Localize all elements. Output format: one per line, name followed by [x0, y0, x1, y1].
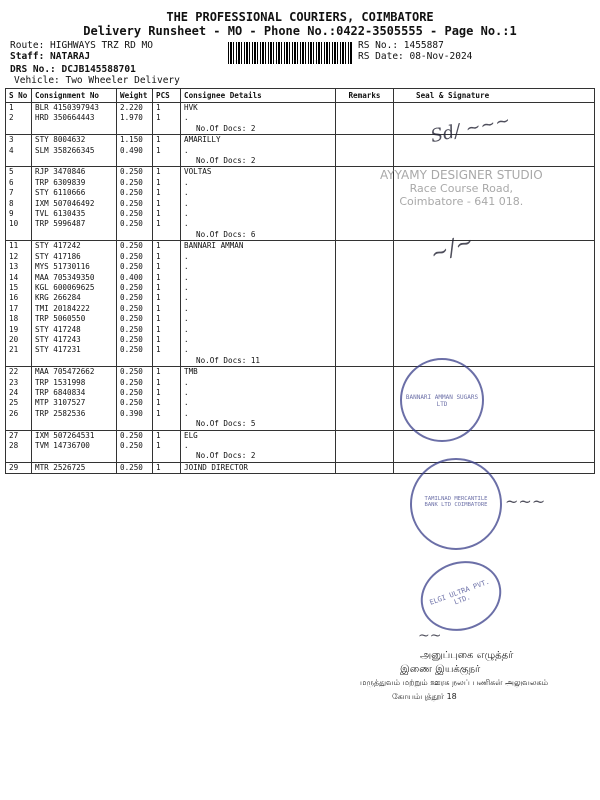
remarks-cell [336, 283, 394, 293]
consignee-details: No.Of Docs: 5 [181, 419, 336, 430]
weight [117, 156, 153, 167]
table-row [6, 209, 595, 219]
serial-number: 16 [6, 293, 32, 303]
serial-number: 8 [6, 199, 32, 209]
table-row [6, 252, 595, 262]
consignee-details: . [181, 409, 336, 419]
remarks-cell [336, 135, 394, 146]
pieces: 1 [153, 409, 181, 419]
remarks-cell [336, 345, 394, 355]
seal-cell [394, 451, 595, 462]
signature-voltas: ~/~ [427, 229, 478, 268]
consignee-details: . [181, 273, 336, 283]
consignment-number: KRG 266284 [32, 293, 117, 303]
consignment-number: MTP 3107527 [32, 398, 117, 408]
table-row [6, 388, 595, 398]
remarks-cell [336, 409, 394, 419]
table-row [6, 335, 595, 345]
seal-cell [394, 241, 595, 252]
pieces: 1 [153, 430, 181, 441]
consignee-details: . [181, 398, 336, 408]
weight: 0.250 [117, 209, 153, 219]
table-row [6, 325, 595, 335]
pieces: 1 [153, 113, 181, 123]
remarks-cell [336, 103, 394, 114]
table-row [6, 273, 595, 283]
consignee-details: . [181, 325, 336, 335]
pieces [153, 156, 181, 167]
weight: 2.220 [117, 103, 153, 114]
company-name: THE PROFESSIONAL COURIERS, COIMBATORE [166, 10, 434, 24]
table-row [6, 367, 595, 378]
col-consignment: Consignment No [32, 89, 117, 103]
seal-cell [394, 219, 595, 229]
bannari-seal [400, 358, 484, 442]
table-row [6, 262, 595, 272]
table-row [6, 156, 595, 167]
seal-cell [394, 283, 595, 293]
consignee-details: No.Of Docs: 2 [181, 451, 336, 462]
weight: 0.250 [117, 345, 153, 355]
consignee-details: VOLTAS [181, 167, 336, 178]
elgi-seal-text: ELGI ULTRA PVT. LTD. [428, 577, 491, 607]
remarks-cell [336, 219, 394, 229]
weight [117, 419, 153, 430]
pieces: 1 [153, 273, 181, 283]
weight: 0.250 [117, 283, 153, 293]
consignee-details [181, 473, 336, 474]
tamil-line3: மருத்துவம் மற்றும் ஊரக நலப் பணிகள் அலுவலகம் [360, 678, 549, 687]
table-row [6, 356, 595, 367]
weight: 0.400 [117, 273, 153, 283]
table-row [6, 419, 595, 430]
serial-number: 1 [6, 103, 32, 114]
table-row [6, 230, 595, 241]
table-row [6, 293, 595, 303]
weight: 0.250 [117, 178, 153, 188]
serial-number [6, 451, 32, 462]
table-row [6, 345, 595, 355]
seal-cell [394, 146, 595, 156]
seal-cell [394, 262, 595, 272]
weight: 0.250 [117, 262, 153, 272]
serial-number: 2 [6, 113, 32, 123]
consignment-number: STY 8004632 [32, 135, 117, 146]
route: Route: HIGHWAYS TRZ RD MO [10, 40, 153, 51]
weight: 0.250 [117, 167, 153, 178]
consignment-number: STY 6110666 [32, 188, 117, 198]
consignment-number: STY 417248 [32, 325, 117, 335]
table-row [6, 135, 595, 146]
consignee-details: . [181, 199, 336, 209]
pieces: 1 [153, 262, 181, 272]
vehicle: Vehicle: Two Wheeler Delivery [14, 75, 180, 86]
remarks-cell [336, 252, 394, 262]
consignment-number: SLM 358266345 [32, 146, 117, 156]
remarks-cell [336, 209, 394, 219]
pieces [153, 124, 181, 135]
seal-cell [394, 345, 595, 355]
remarks-cell [336, 473, 394, 474]
remarks-cell [336, 146, 394, 156]
staff: Staff: NATARAJ [10, 51, 91, 62]
seal-cell [394, 325, 595, 335]
consignee-details: No.Of Docs: 2 [181, 124, 336, 135]
pieces: 1 [153, 178, 181, 188]
consignment-number: KGL 600069625 [32, 283, 117, 293]
consignee-details: . [181, 345, 336, 355]
weight [117, 356, 153, 367]
pieces [153, 419, 181, 430]
runsheet-table [5, 88, 595, 474]
col-sno: S No [6, 89, 32, 103]
consignee-details: . [181, 304, 336, 314]
col-remarks: Remarks [336, 89, 394, 103]
weight: 0.250 [117, 378, 153, 388]
remarks-cell [336, 124, 394, 135]
table-row [6, 378, 595, 388]
table-row [6, 314, 595, 324]
consignee-details: . [181, 378, 336, 388]
pieces: 1 [153, 188, 181, 198]
rs-date: RS Date: 08-Nov-2024 [358, 51, 473, 62]
designer-stamp [380, 168, 543, 208]
consignment-number: STY 417231 [32, 345, 117, 355]
remarks-cell [336, 293, 394, 303]
pieces: 1 [153, 146, 181, 156]
seal-cell [394, 441, 595, 451]
remarks-cell [336, 273, 394, 283]
pieces: 1 [153, 209, 181, 219]
pieces: 1 [153, 335, 181, 345]
weight [117, 230, 153, 241]
consignment-number: TRP 6840834 [32, 388, 117, 398]
serial-number: 3 [6, 135, 32, 146]
pieces: 1 [153, 199, 181, 209]
pieces: 1 [153, 283, 181, 293]
pieces [153, 356, 181, 367]
serial-number: 26 [6, 409, 32, 419]
table-row [6, 283, 595, 293]
table-row [6, 409, 595, 419]
weight: 0.250 [117, 304, 153, 314]
remarks-cell [336, 304, 394, 314]
weight: 0.250 [117, 367, 153, 378]
consignment-number [32, 230, 117, 241]
remarks-cell [336, 314, 394, 324]
remarks-cell [336, 451, 394, 462]
col-weight: Weight [117, 89, 153, 103]
serial-number: 20 [6, 335, 32, 345]
weight [117, 124, 153, 135]
consignment-number: STY 417243 [32, 335, 117, 345]
consignment-number: HRD 350664443 [32, 113, 117, 123]
tamil-line2: இணை இயக்குநர் [400, 664, 481, 675]
pieces: 1 [153, 241, 181, 252]
consignment-number [32, 356, 117, 367]
seal-cell [394, 209, 595, 219]
serial-number: 22 [6, 367, 32, 378]
serial-number: 21 [6, 345, 32, 355]
remarks-cell [336, 388, 394, 398]
seal-cell [394, 304, 595, 314]
table-row [6, 146, 595, 156]
seal-cell [394, 252, 595, 262]
table-row [6, 398, 595, 408]
weight: 0.250 [117, 252, 153, 262]
consignment-number [32, 473, 117, 474]
consignee-details: . [181, 262, 336, 272]
serial-number: 5 [6, 167, 32, 178]
consignee-details: HVK [181, 103, 336, 114]
consignee-details: . [181, 113, 336, 123]
weight: 0.250 [117, 441, 153, 451]
table-row [6, 441, 595, 451]
pieces: 1 [153, 103, 181, 114]
consignee-details: AMARILLY [181, 135, 336, 146]
seal-cell [394, 293, 595, 303]
serial-number: 19 [6, 325, 32, 335]
serial-number: 12 [6, 252, 32, 262]
seal-cell [394, 135, 595, 146]
weight: 0.250 [117, 325, 153, 335]
serial-number: 27 [6, 430, 32, 441]
table-row [6, 430, 595, 441]
pieces: 1 [153, 304, 181, 314]
weight [117, 473, 153, 474]
signature-director: ~~ [418, 628, 442, 644]
seal-cell [394, 230, 595, 241]
serial-number: 13 [6, 262, 32, 272]
consignee-details: . [181, 293, 336, 303]
pieces: 1 [153, 135, 181, 146]
pieces [153, 451, 181, 462]
col-pcs: PCS [153, 89, 181, 103]
consignment-number: TRP 6309839 [32, 178, 117, 188]
remarks-cell [336, 156, 394, 167]
consignment-number: IXM 507046492 [32, 199, 117, 209]
weight: 0.250 [117, 430, 153, 441]
consignment-number: TRP 5060550 [32, 314, 117, 324]
pieces: 1 [153, 314, 181, 324]
pieces: 1 [153, 462, 181, 473]
weight: 0.390 [117, 409, 153, 419]
consignee-details: . [181, 188, 336, 198]
pieces: 1 [153, 441, 181, 451]
consignee-details: . [181, 252, 336, 262]
pieces: 1 [153, 252, 181, 262]
serial-number [6, 473, 32, 474]
consignee-details: . [181, 314, 336, 324]
consignee-details: . [181, 283, 336, 293]
consignment-number: RJP 3470846 [32, 167, 117, 178]
consignment-number: STY 417186 [32, 252, 117, 262]
consignment-number: MYS 51730116 [32, 262, 117, 272]
weight: 1.970 [117, 113, 153, 123]
serial-number [6, 156, 32, 167]
bannari-seal-text: BANNARI AMMAN SUGARS LTD [405, 394, 479, 408]
designer-stamp-line3: Coimbatore - 641 018. [399, 195, 524, 208]
serial-number: 10 [6, 219, 32, 229]
table-row [6, 304, 595, 314]
serial-number: 11 [6, 241, 32, 252]
consignee-details: BANNARI AMMAN [181, 241, 336, 252]
remarks-cell [336, 419, 394, 430]
consignment-number: TVM 14736700 [32, 441, 117, 451]
serial-number: 9 [6, 209, 32, 219]
weight: 0.250 [117, 241, 153, 252]
consignment-number [32, 156, 117, 167]
pieces: 1 [153, 398, 181, 408]
weight: 0.250 [117, 199, 153, 209]
serial-number [6, 356, 32, 367]
signature-tmb: ~~~ [505, 492, 546, 511]
consignment-number: TRP 2582536 [32, 409, 117, 419]
weight: 0.250 [117, 335, 153, 345]
pieces: 1 [153, 378, 181, 388]
remarks-cell [336, 262, 394, 272]
consignee-details: TMB [181, 367, 336, 378]
col-seal: Seal & Signature [394, 89, 595, 103]
seal-cell [394, 335, 595, 345]
tamil-line4: கோயம்புத்தூர் 18 [392, 692, 457, 701]
serial-number [6, 419, 32, 430]
table-row [6, 451, 595, 462]
drs-number: DRS No.: DCJB145588701 [10, 64, 136, 75]
consignee-details: No.Of Docs: 11 [181, 356, 336, 367]
designer-stamp-line1: AYYAMY DESIGNER STUDIO [380, 168, 543, 182]
serial-number [6, 124, 32, 135]
serial-number: 24 [6, 388, 32, 398]
consignment-number [32, 419, 117, 430]
table-row [6, 241, 595, 252]
consignment-number: TRP 5996487 [32, 219, 117, 229]
serial-number: 18 [6, 314, 32, 324]
consignment-number: MAA 705349350 [32, 273, 117, 283]
remarks-cell [336, 367, 394, 378]
seal-cell [394, 314, 595, 324]
signature-hvk: Sd/ ~~~ [428, 109, 513, 148]
tmb-seal [410, 458, 502, 550]
serial-number: 7 [6, 188, 32, 198]
consignee-details: . [181, 209, 336, 219]
weight: 0.250 [117, 388, 153, 398]
pieces: 1 [153, 167, 181, 178]
runsheet-title: Delivery Runsheet - MO - Phone No.:0422-3505555 - Page No.:1 [83, 24, 517, 38]
remarks-cell [336, 113, 394, 123]
weight: 0.250 [117, 398, 153, 408]
table-header [6, 89, 595, 103]
remarks-cell [336, 398, 394, 408]
pieces [153, 230, 181, 241]
serial-number: 6 [6, 178, 32, 188]
remarks-cell [336, 356, 394, 367]
weight: 1.150 [117, 135, 153, 146]
tmb-seal-text: TAMILNAD MERCANTILE BANK LTD COIMBATORE [424, 496, 488, 508]
consignee-details: JOIND DIRECTOR [181, 462, 336, 473]
consignee-details: . [181, 178, 336, 188]
consignee-details: . [181, 388, 336, 398]
remarks-cell [336, 441, 394, 451]
consignee-details: ELG [181, 430, 336, 441]
weight: 0.250 [117, 462, 153, 473]
consignment-number [32, 451, 117, 462]
weight: 0.250 [117, 219, 153, 229]
serial-number: 29 [6, 462, 32, 473]
remarks-cell [336, 325, 394, 335]
consignment-number: TVL 6130435 [32, 209, 117, 219]
col-consignee: Consignee Details [181, 89, 336, 103]
weight: 0.250 [117, 314, 153, 324]
consignee-details: . [181, 335, 336, 345]
pieces: 1 [153, 388, 181, 398]
consignee-details: . [181, 146, 336, 156]
serial-number: 14 [6, 273, 32, 283]
serial-number: 25 [6, 398, 32, 408]
table-row [6, 219, 595, 229]
consignment-number: MAA 705472662 [32, 367, 117, 378]
serial-number: 15 [6, 283, 32, 293]
pieces: 1 [153, 345, 181, 355]
consignment-number: IXM 507264531 [32, 430, 117, 441]
consignee-details: . [181, 441, 336, 451]
remarks-cell [336, 430, 394, 441]
serial-number: 17 [6, 304, 32, 314]
pieces: 1 [153, 219, 181, 229]
pieces: 1 [153, 367, 181, 378]
weight: 0.490 [117, 146, 153, 156]
weight: 0.250 [117, 188, 153, 198]
consignment-number [32, 124, 117, 135]
tamil-line1: அனுப்புகை எழுத்தர் [420, 650, 514, 661]
remarks-cell [336, 335, 394, 345]
seal-cell [394, 156, 595, 167]
weight: 0.250 [117, 293, 153, 303]
weight [117, 451, 153, 462]
table-row [6, 473, 595, 474]
serial-number: 28 [6, 441, 32, 451]
consignment-number: BLR 4150397943 [32, 103, 117, 114]
serial-number: 4 [6, 146, 32, 156]
consignee-details: No.Of Docs: 2 [181, 156, 336, 167]
remarks-cell [336, 462, 394, 473]
consignee-details: . [181, 219, 336, 229]
consignment-number: TMI 20184222 [32, 304, 117, 314]
consignment-number: TRP 1531998 [32, 378, 117, 388]
serial-number: 23 [6, 378, 32, 388]
designer-stamp-line2: Race Course Road, [409, 182, 514, 195]
remarks-cell [336, 241, 394, 252]
barcode [228, 42, 353, 64]
pieces: 1 [153, 293, 181, 303]
table-row [6, 462, 595, 473]
remarks-cell [336, 230, 394, 241]
consignee-details: No.Of Docs: 6 [181, 230, 336, 241]
consignment-number: STY 417242 [32, 241, 117, 252]
consignment-number: MTR 2526725 [32, 462, 117, 473]
seal-cell [394, 273, 595, 283]
serial-number [6, 230, 32, 241]
pieces: 1 [153, 325, 181, 335]
rs-number: RS No.: 1455887 [358, 40, 444, 51]
remarks-cell [336, 378, 394, 388]
pieces [153, 473, 181, 474]
